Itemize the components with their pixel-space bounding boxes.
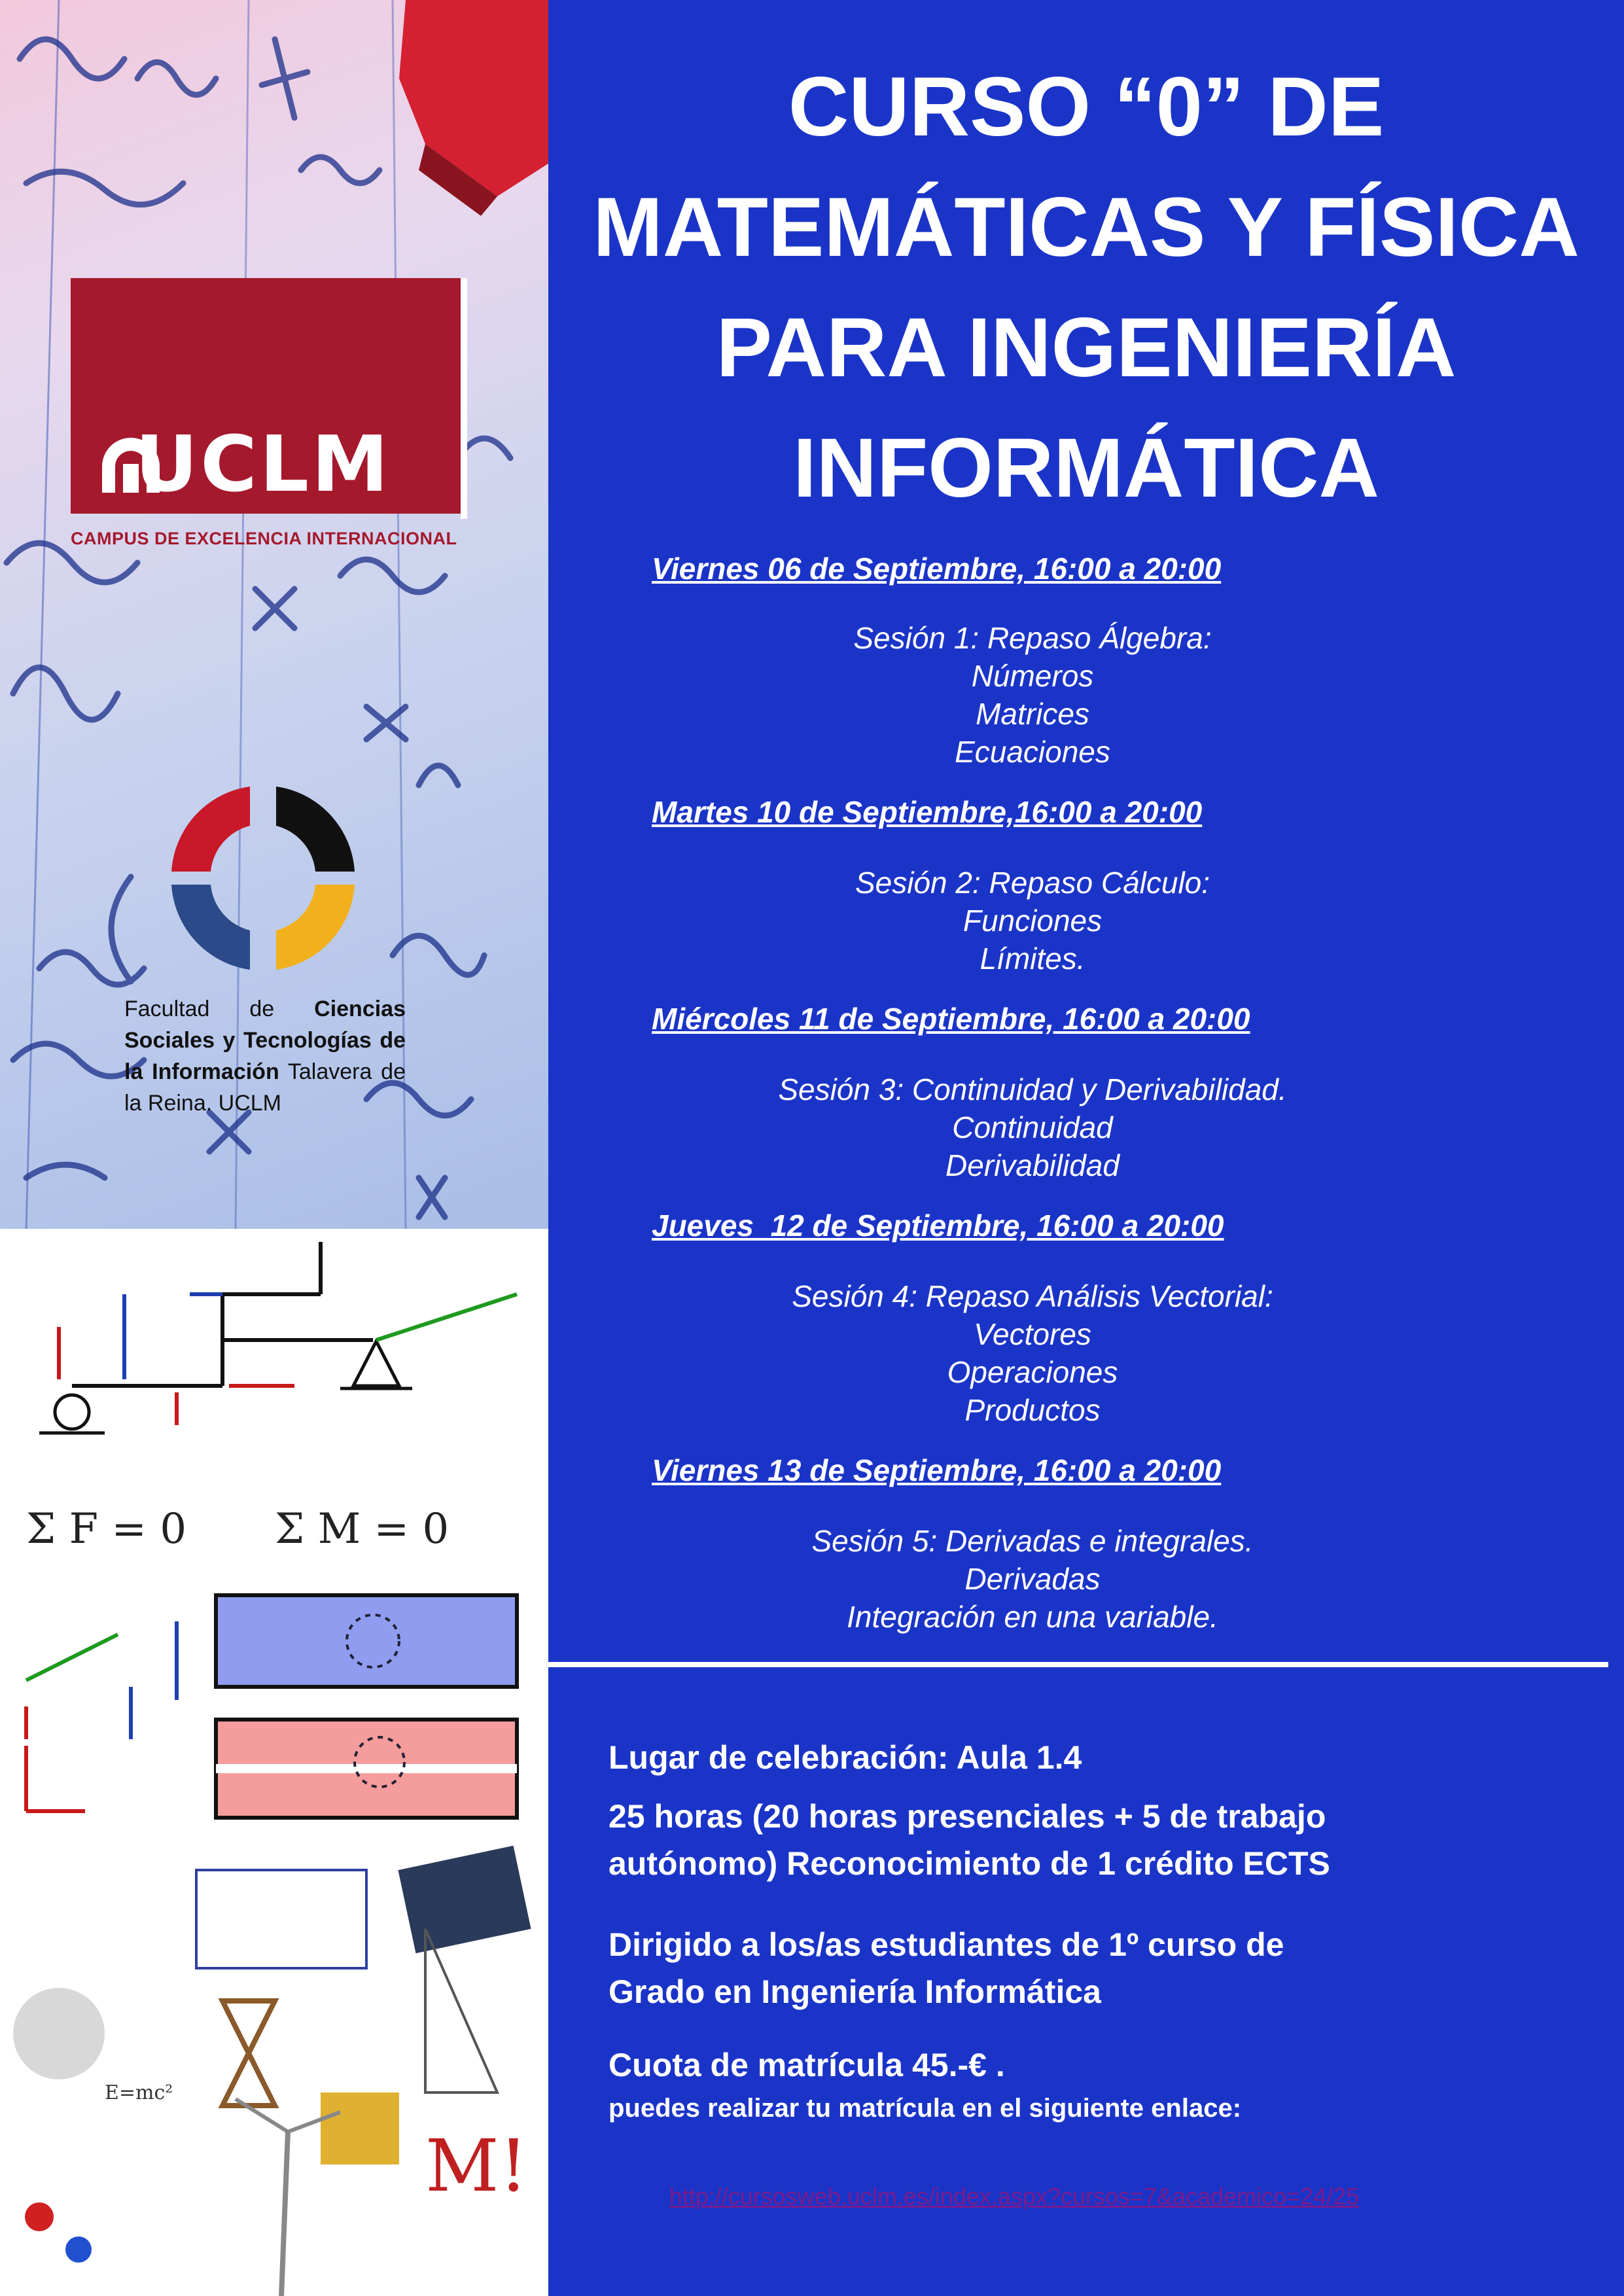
m-letter: M! bbox=[425, 2124, 528, 2208]
venue-text: Lugar de celebración: Aula 1.4 bbox=[609, 1739, 1082, 1776]
hours-line-2: autónomo) Reconocimiento de 1 crédito ECTS bbox=[609, 1845, 1330, 1882]
course-details bbox=[609, 1734, 1590, 2128]
audience-line-2: Grado en Ingeniería Informática bbox=[609, 1973, 1101, 2010]
molecule bbox=[25, 2202, 54, 2231]
sum-forces-equation: Σ F = 0 bbox=[26, 1505, 187, 1553]
section-divider bbox=[548, 1662, 1608, 1667]
enrolment-link[interactable]: http://cursosweb.uclm.es/index.aspx?cursos=7&academico=24/25 bbox=[669, 2183, 1360, 2210]
uclm-wordmark: UCLM bbox=[135, 419, 391, 509]
faculty-logo-icon bbox=[152, 767, 374, 989]
session-2-date: Martes 10 de Septiembre,16:00 a 20:00 bbox=[652, 795, 1203, 829]
uclm-tagline: CAMPUS DE EXCELENCIA INTERNACIONAL bbox=[71, 529, 457, 548]
triangle-diagram bbox=[425, 1929, 497, 2093]
session-5-topics: Sesión 5: Derivadas e integrales. Derivadas Integración en una variable. bbox=[811, 1524, 1254, 1634]
audience-line-1: Dirigido a los/as estudiantes de 1º curso de bbox=[609, 1926, 1284, 1963]
blue-frame bbox=[216, 1595, 517, 1687]
session-2-topics: Sesión 2: Repaso Cálculo: Funciones Límites. bbox=[855, 866, 1210, 976]
session-4-topics: Sesión 4: Repaso Análisis Vectorial: Vectores Operaciones Productos bbox=[792, 1279, 1273, 1427]
beam-diagram bbox=[39, 1242, 517, 1433]
sum-moments-equation: Σ M = 0 bbox=[275, 1505, 450, 1553]
session-3-topics: Sesión 3: Continuidad y Derivabilidad. Continuidad Derivabilidad bbox=[778, 1072, 1287, 1182]
faculty-caption: Facultad de Ciencias Sociales y Tecnologías de la Información Talavera de la Reina. UCLM bbox=[124, 997, 406, 1116]
network-diagram bbox=[196, 1870, 366, 1968]
fee-text: Cuota de matrícula 45.-€ . bbox=[609, 2047, 1005, 2083]
course-info-panel bbox=[548, 0, 1624, 2296]
hours-line-1: 25 horas (20 horas presenciales + 5 de trabajo bbox=[609, 1798, 1326, 1835]
session-5-date: Viernes 13 de Septiembre, 16:00 a 20:00 bbox=[652, 1453, 1222, 1487]
session-4-date: Jueves 12 de Septiembre, 16:00 a 20:00 bbox=[652, 1209, 1224, 1243]
session-3-date: Miércoles 11 de Septiembre, 16:00 a 20:00 bbox=[652, 1002, 1250, 1036]
session-1-date: Viernes 06 de Septiembre, 16:00 a 20:00 bbox=[652, 552, 1222, 586]
einstein-formula: E=mc² bbox=[105, 2081, 173, 2104]
hourglass bbox=[222, 2001, 275, 2106]
enrolment-note: puedes realizar tu matrícula en el siguiente enlace: bbox=[609, 2094, 1242, 2123]
left-image-column bbox=[0, 0, 548, 2296]
wind-turbine bbox=[281, 2132, 288, 2296]
heatmap-tile bbox=[321, 2093, 399, 2164]
einstein-figure bbox=[13, 1988, 105, 2079]
page-title: CURSO “0” DE MATEMÁTICAS Y FÍSICA PARA INGENIERÍA INFORMÁTICA bbox=[593, 60, 1580, 515]
physics-illustrations bbox=[0, 1229, 548, 2296]
physics-diagrams bbox=[0, 1229, 548, 2296]
session-1-topics: Sesión 1: Repaso Álgebra: Números Matrices Ecuaciones bbox=[853, 621, 1212, 769]
solar-panel bbox=[398, 1846, 531, 1954]
